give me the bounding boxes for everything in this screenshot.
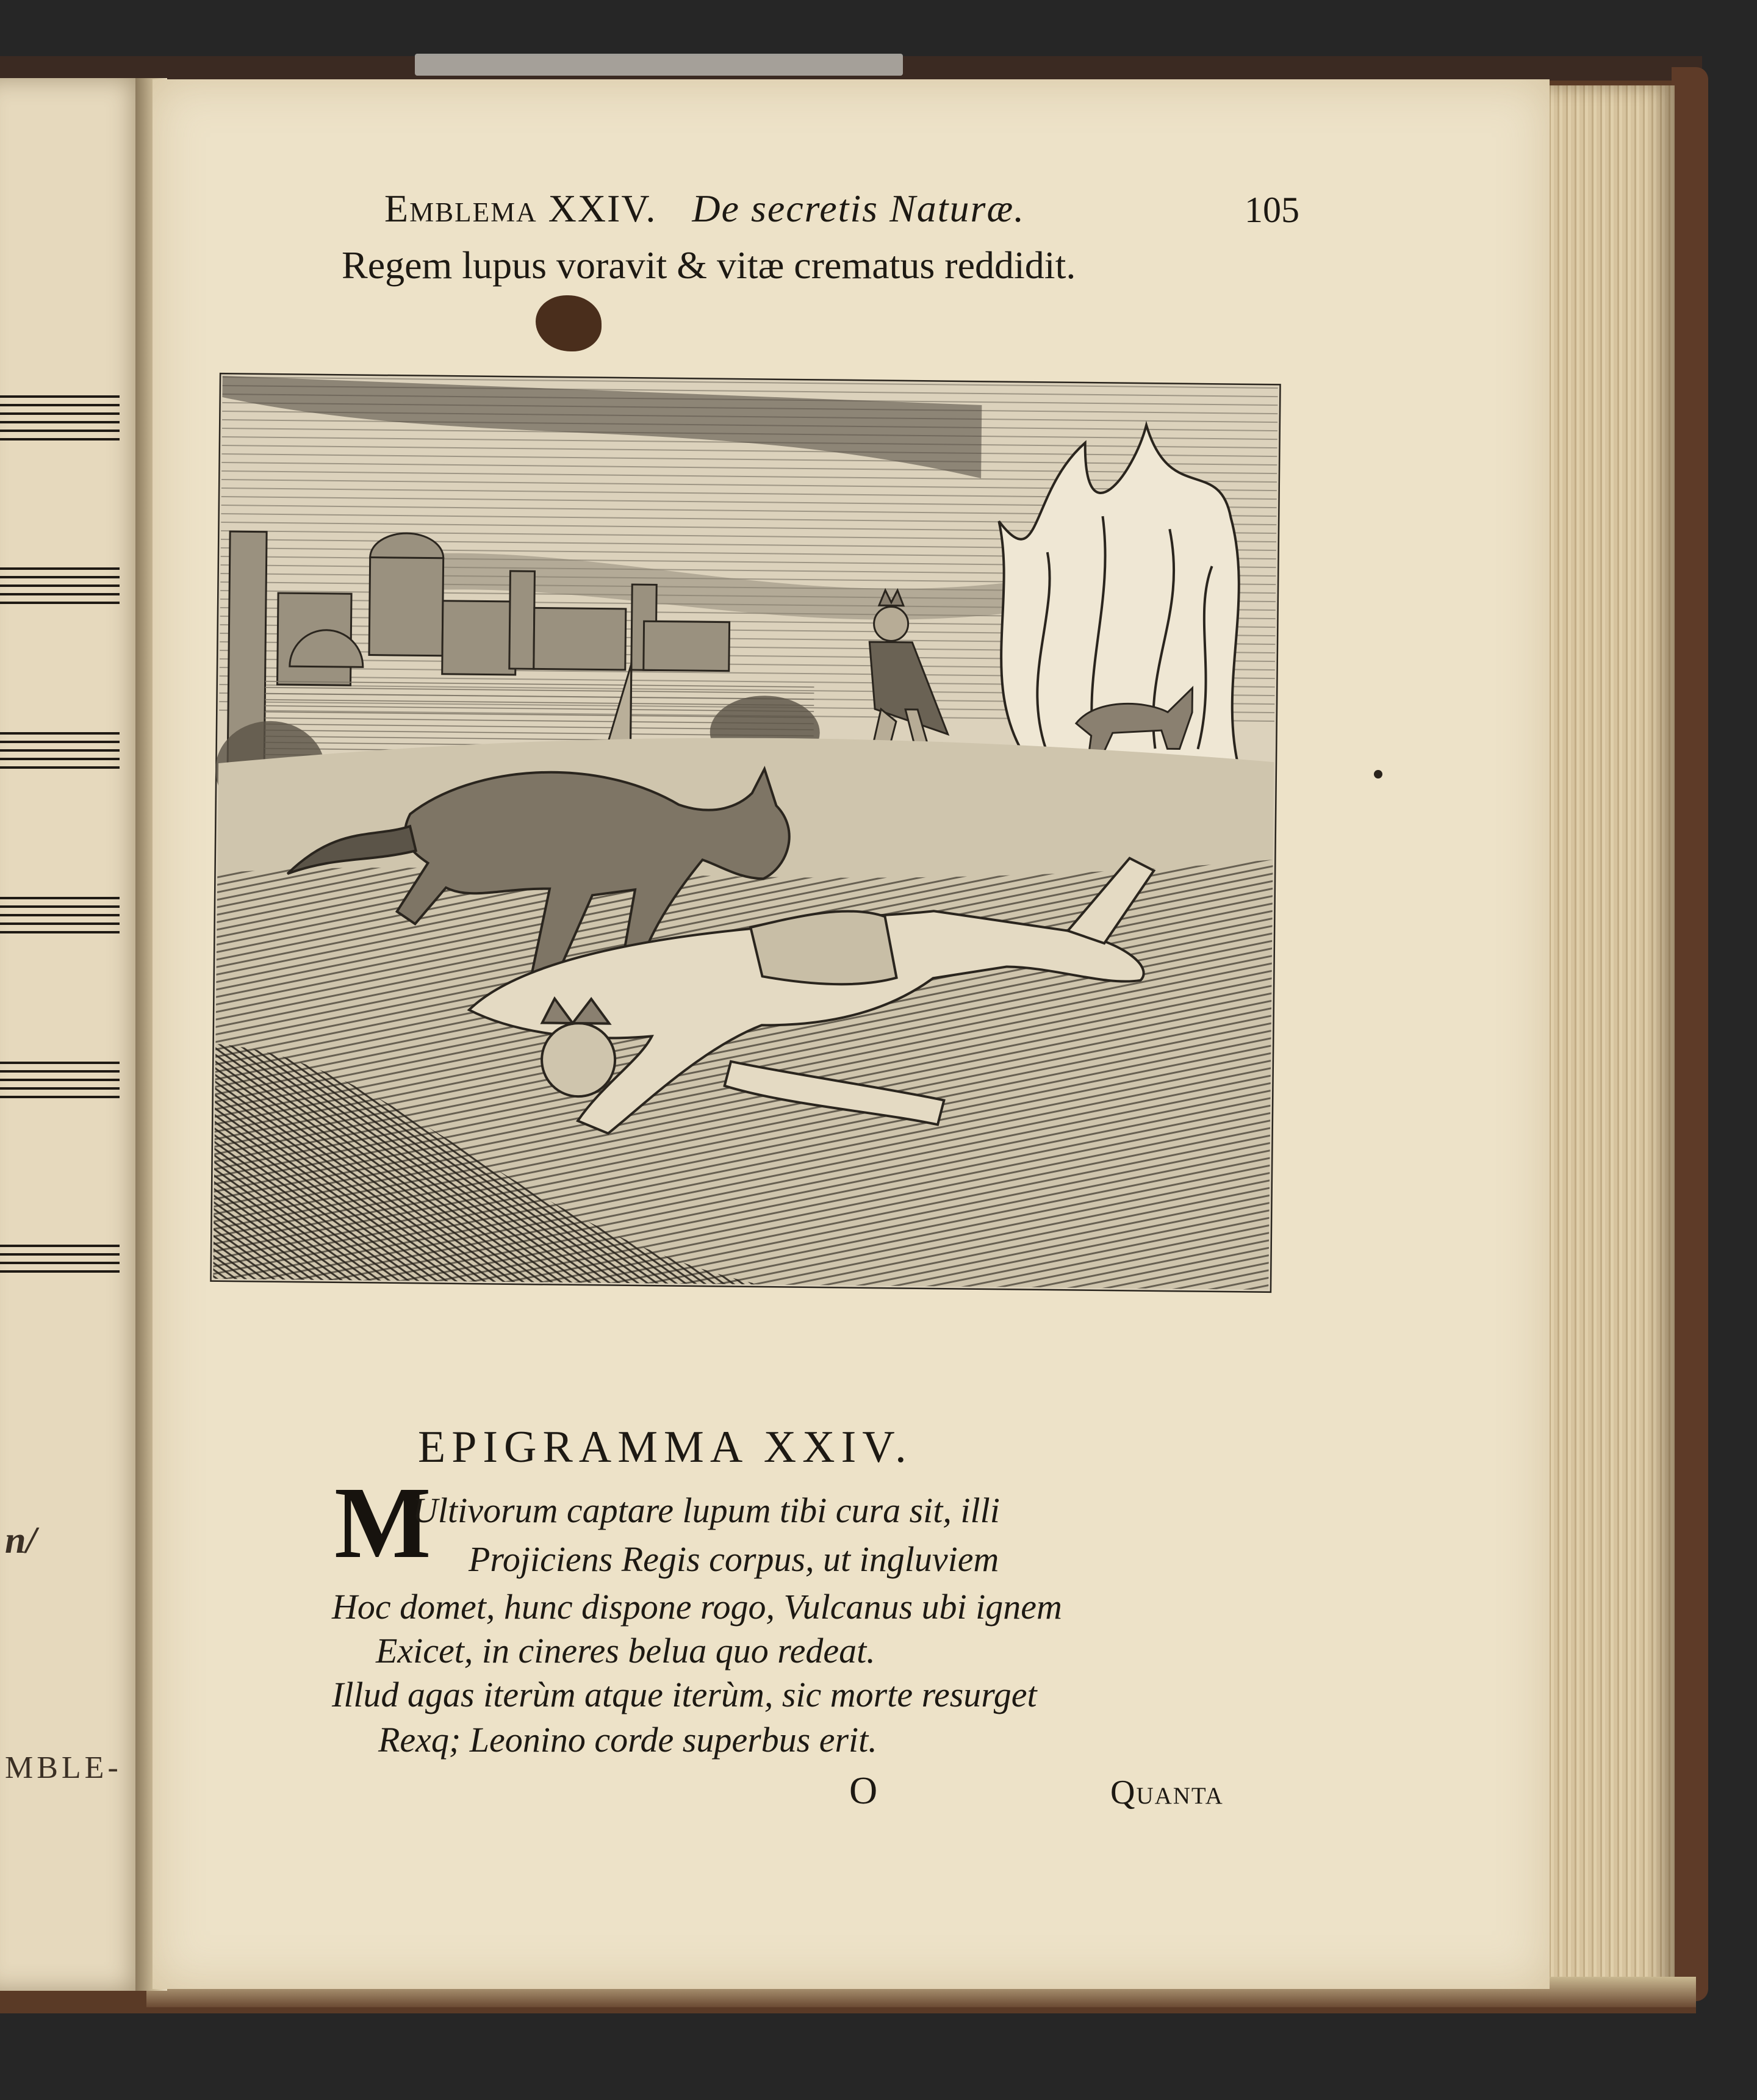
book-binding-right [1672,67,1708,2001]
left-page-fragment: n/ [5,1520,37,1561]
engraving-plate [210,373,1281,1293]
left-page-rules-6 [0,1245,120,1279]
left-page-rules-1 [0,395,120,447]
verse-line: Exicet, in cineres belua quo redeat. [376,1631,875,1670]
page-fore-edge [1528,85,1675,2001]
left-page [0,78,151,1991]
header-subtitle: De secretis Naturæ. [692,187,1026,230]
verse-line: Rexq; Leonino corde superbus erit. [378,1720,877,1760]
left-page-catchword: MBLE- [5,1750,122,1785]
running-header [384,186,1025,231]
left-page-rules-3 [0,732,120,775]
ink-speck [1374,770,1382,779]
verse-line: Projiciens Regis corpus, ut ingluviem [469,1539,999,1579]
epigram-title: EPIGRAMMA XXIV. [418,1422,913,1472]
verse-line: Hoc domet, hunc dispone rogo, Vulcanus ubi ignem [332,1587,1062,1627]
page-number: 105 [1245,190,1299,230]
left-page-rules-2 [0,567,120,610]
signature-mark: O [849,1769,878,1812]
drop-cap-initial: M [334,1466,431,1580]
catchword: Quanta [1110,1774,1224,1811]
emblem-heading: Emblema XXIV. [384,187,657,230]
left-page-rules-5 [0,1062,120,1104]
verse-line: Illud agas iterùm atque iterùm, sic morte resurget [332,1675,1037,1714]
emblem-motto: Regem lupus voravit & vitæ crematus reddidit. [342,243,1076,287]
left-page-rules-4 [0,897,120,940]
tape-strip [415,54,903,76]
verse-line: Ultivorum captare lupum tibi cura sit, illi [412,1490,1000,1530]
